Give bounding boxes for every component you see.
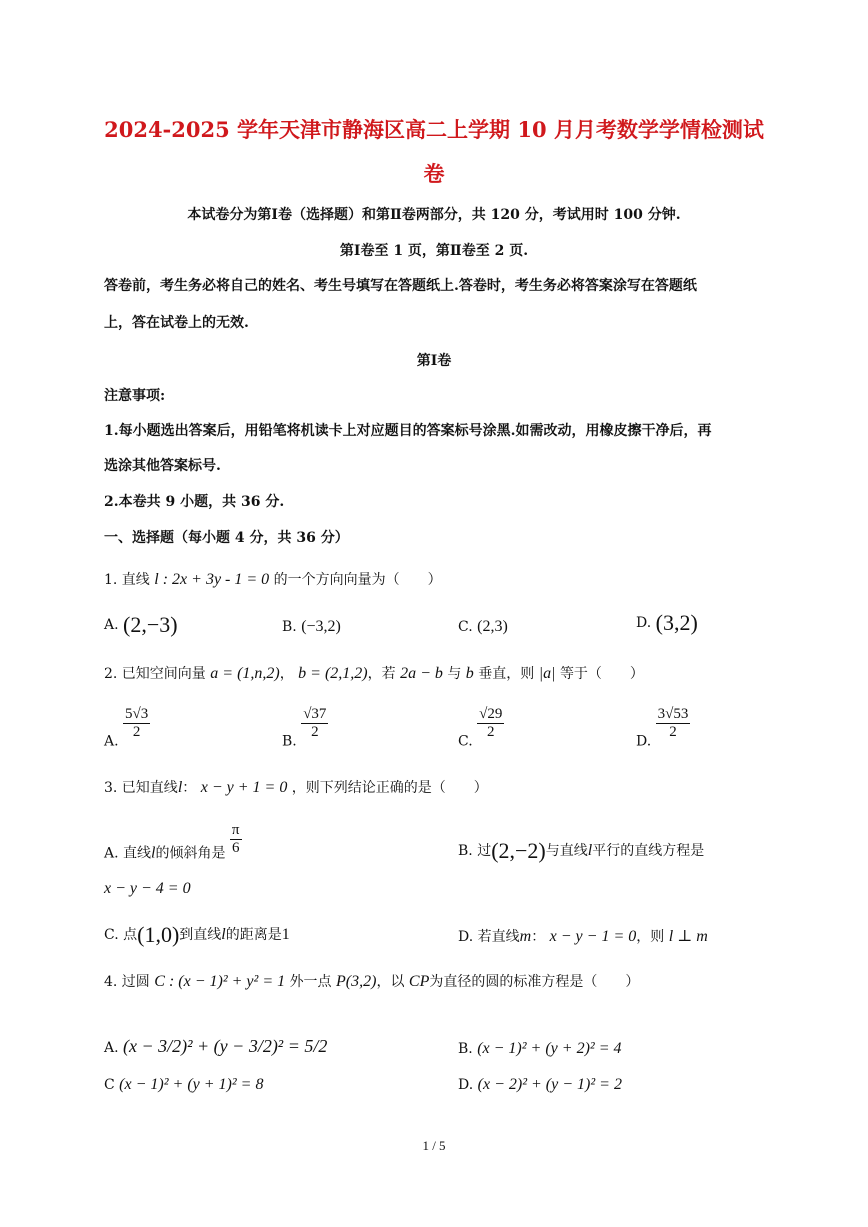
q3-l: l: [177, 779, 183, 796]
q4-d-label: D.: [458, 1077, 474, 1093]
q4-circle: C : (x − 1)² + y² = 1: [154, 973, 286, 990]
q2-b-num: √37: [303, 706, 327, 722]
q4-a-label: A.: [104, 1040, 119, 1056]
exam-title-line1: 2024-2025 学年天津市静海区高二上学期 10 月月考数学学情检测试: [104, 117, 764, 142]
q2-d-num: 3√53: [657, 706, 689, 722]
q1-option-a[interactable]: [104, 612, 178, 638]
q4-outside: 外一点: [289, 974, 332, 990]
q3-a-text: A. 直线: [104, 845, 152, 862]
section-heading: 第Ⅰ卷: [416, 353, 452, 369]
q3-sep: ：: [182, 780, 197, 796]
q2-with: 与: [447, 666, 462, 682]
q1-option-c-value: (2,3): [477, 618, 508, 635]
q4-cp: CP: [408, 973, 430, 990]
q3-d-text: D. 若直线: [458, 929, 520, 945]
q4-option-b[interactable]: [458, 1040, 622, 1058]
q3-c-rest2: 的距离是: [225, 927, 282, 943]
q3-d-m: m: [519, 928, 532, 945]
q3-option-c[interactable]: [104, 922, 290, 948]
q3-option-b[interactable]: [458, 838, 704, 864]
q2-c-den: 2: [486, 724, 495, 740]
q3-d-perp: l ⊥ m: [668, 928, 708, 945]
exam-title-line2: 卷: [423, 161, 445, 186]
q4-option-d[interactable]: [458, 1076, 622, 1094]
q2-b-den: 2: [311, 724, 319, 740]
question-1: [104, 570, 784, 590]
part-heading: 一、选择题（每小题 4 分，共 36 分）: [104, 530, 349, 546]
q4-c-equation: (x − 1)² + (y + 1)² = 8: [119, 1076, 264, 1093]
q4-option-c[interactable]: [104, 1076, 263, 1094]
q3-b-text: B. 过: [458, 843, 492, 859]
note1-line2: 选涂其他答案标号.: [104, 458, 221, 474]
q3-prefix: 3. 已知直线: [104, 780, 178, 796]
q2-d-den: 2: [669, 724, 677, 740]
q2-perp: 垂直，则: [478, 666, 535, 682]
q1-option-c-label: C.: [458, 619, 473, 635]
q3-b-rest1: 与直线: [545, 843, 588, 859]
q1-equation: l : 2x + 3y - 1 = 0: [154, 571, 270, 588]
q3-a-num: π: [231, 822, 240, 838]
q3-b-rest2: 平行的直线方程是: [592, 843, 705, 859]
q2-option-a[interactable]: [104, 706, 150, 750]
q1-prefix: 1. 直线: [104, 572, 150, 588]
q2-vector-b: b = (2,1,2): [298, 665, 368, 682]
q2-option-c[interactable]: [458, 706, 504, 750]
q3-c-rest1: 到直线: [179, 927, 222, 943]
q1-option-d[interactable]: [636, 610, 698, 636]
intro-line1: 本试卷分为第Ⅰ卷（选择题）和第Ⅱ卷两部分，共 120 分，考试用时 100 分钟.: [187, 207, 681, 223]
q4-a-equation: (x − 3/2)² + (y − 3/2)² = 5/2: [123, 1036, 328, 1056]
q1-option-b-label: B.: [282, 619, 297, 635]
q2-option-d-label: D.: [636, 733, 652, 750]
q2-b: b: [465, 665, 474, 682]
q1-suffix: 的一个方向向量为（ ）: [273, 572, 442, 588]
q1-option-b-value: (−3,2): [301, 618, 341, 635]
q2-option-d[interactable]: [636, 706, 690, 750]
q3-option-a[interactable]: [104, 822, 242, 863]
q2-a-num: 5√3: [125, 706, 149, 722]
q4-c-label: C: [104, 1077, 115, 1093]
q2-suffix: 等于（ ）: [559, 666, 644, 682]
q3-c-point: (1,0): [137, 922, 180, 947]
q4-prefix: 4. 过圆: [104, 974, 150, 990]
q3-a-den: 6: [231, 840, 240, 856]
q3-a-rest: 的倾斜角是: [155, 845, 226, 862]
q1-option-b[interactable]: [282, 618, 341, 636]
q4-point: P(3,2): [336, 973, 377, 990]
q3-a-l: l: [151, 844, 156, 862]
q3-a-fraction: [230, 822, 242, 857]
q1-option-a-value: (2,−3): [123, 612, 178, 637]
q2-expression: 2a − b: [400, 665, 443, 682]
q3-c-text: C. 点: [104, 927, 138, 943]
q2-a-den: 2: [132, 724, 141, 740]
q3-suffix: ，则下列结论正确的是（ ）: [291, 780, 488, 796]
q2-option-b[interactable]: [282, 706, 328, 750]
q1-option-a-label: A.: [104, 617, 119, 633]
q3-option-b-equation: [104, 880, 191, 898]
question-4: [104, 972, 784, 992]
page-number: 1 / 5: [422, 1138, 446, 1153]
q2-middle: ，若: [367, 666, 396, 682]
q4-option-a[interactable]: [104, 1036, 327, 1057]
q3-c-l: l: [221, 926, 226, 943]
q3-equation: x − y + 1 = 0: [200, 779, 288, 796]
q4-b-label: B.: [458, 1041, 473, 1057]
q2-option-d-fraction: [656, 706, 691, 741]
q2-c-num: √29: [479, 706, 503, 722]
q2-option-c-label: C.: [458, 733, 473, 750]
intro-line4: 上，答在试卷上的无效.: [104, 315, 249, 331]
q4-b-equation: (x − 1)² + (y + 2)² = 4: [477, 1040, 622, 1057]
q1-option-c[interactable]: [458, 618, 508, 636]
q2-vector-a: a = (1,n,2): [210, 665, 280, 682]
q4-d-equation: (x − 2)² + (y − 1)² = 2: [477, 1076, 622, 1093]
note1-line1: 1.每小题选出答案后，用铅笔将机读卡上对应题目的答案标号涂黑.如需改动，用橡皮擦干净后，再: [104, 423, 712, 439]
q4-middle: ，以: [376, 974, 405, 990]
q2-prefix: 2. 已知空间向量: [104, 666, 206, 682]
q3-b-equation: x − y − 4 = 0: [104, 880, 191, 897]
q3-d-sep: ：: [531, 929, 546, 945]
q3-d-equation: x − y − 1 = 0: [549, 928, 637, 945]
q3-d-then: ，则: [636, 929, 665, 945]
q2-option-a-fraction: [123, 706, 150, 741]
intro-line2: 第Ⅰ卷至 1 页，第Ⅱ卷至 2 页.: [339, 243, 529, 259]
q1-option-d-value: (3,2): [655, 610, 698, 635]
question-3: [104, 778, 784, 798]
q3-option-d[interactable]: [458, 926, 708, 946]
question-2: 2. 已知空间向量 a = (1,n,2)， b = (2,1,2)，若 2a − b 与 b 垂直，则 |a| 等于（ ）: [104, 665, 644, 682]
q2-option-c-fraction: [477, 706, 504, 741]
q4-suffix: 为直径的圆的标准方程是（ ）: [429, 974, 640, 990]
q3-b-point: (2,−2): [491, 838, 546, 863]
note2: 2.本卷共 9 小题，共 36 分.: [104, 494, 285, 510]
q2-option-b-fraction: [301, 706, 328, 741]
notes-title: 注意事项:: [104, 388, 166, 404]
q3-b-l: l: [587, 842, 593, 859]
q2-abs-a: |a|: [538, 665, 556, 682]
q3-c-value: 1: [281, 926, 290, 943]
q2-option-b-label: B.: [282, 733, 297, 750]
intro-line3: 答卷前，考生务必将自己的姓名、考生号填写在答题纸上.答卷时，考生务必将答案涂写在答题纸: [104, 278, 697, 294]
q1-option-d-label: D.: [636, 615, 652, 631]
q2-option-a-label: A.: [104, 733, 119, 750]
